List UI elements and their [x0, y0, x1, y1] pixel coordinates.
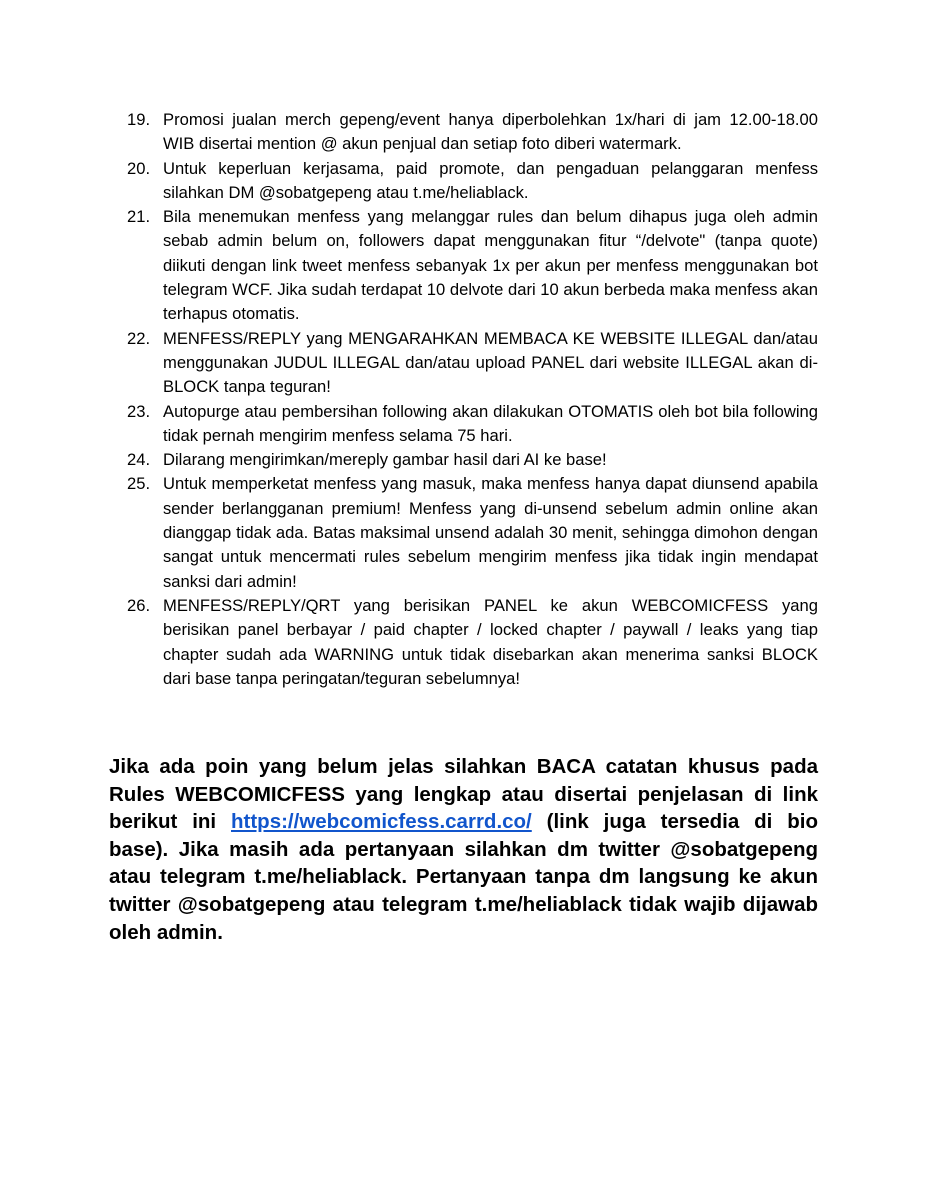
footer-text-after-link: (link juga tersedia di bio base). Jika masih ada pertanyaan silahkan dm twitter @sobatgepeng atau telegram t.me/heliablack. Pertanyaan tanpa dm langsung ke akun twitter @sobatgepeng atau telegram t.me/heliablack tidak wajib dijawab oleh admin. — [109, 810, 818, 944]
rules-list — [127, 108, 818, 691]
rule-item-24 — [127, 448, 818, 472]
rule-text: Promosi jualan merch gepeng/event hanya diperbolehkan 1x/hari di jam 12.00-18.00 WIB disertai mention @ akun penjual dan setiap foto diberi watermark. — [163, 110, 818, 154]
rule-number: 21. — [127, 207, 151, 227]
rule-text: Untuk keperluan kerjasama, paid promote, dan pengaduan pelanggaran menfess silahkan DM @sobatgepeng atau t.me/heliablack. — [163, 158, 818, 202]
rule-item-26 — [127, 594, 818, 691]
rule-item-19 — [127, 108, 818, 157]
rule-number: 24. — [127, 450, 151, 470]
rule-text: MENFESS/REPLY yang MENGARAHKAN MEMBACA KE WEBSITE ILLEGAL dan/atau menggunakan JUDUL ILLEGAL dan/atau upload PANEL dari website ILLEGAL akan di-BLOCK tanpa teguran! — [163, 328, 818, 397]
rule-item-20 — [127, 157, 818, 206]
rule-number: 22. — [127, 328, 151, 348]
rule-number: 26. — [127, 595, 151, 615]
rule-item-22 — [127, 327, 818, 400]
rule-item-23 — [127, 400, 818, 449]
rule-number: 20. — [127, 158, 151, 178]
rule-item-25 — [127, 472, 818, 593]
carrd-link[interactable]: https://webcomicfess.carrd.co/ — [231, 810, 532, 834]
rule-number: 23. — [127, 401, 151, 421]
rule-text: Autopurge atau pembersihan following akan dilakukan OTOMATIS oleh bot bila following tidak pernah mengirim menfess selama 75 hari. — [163, 401, 818, 445]
rule-number: 19. — [127, 110, 151, 129]
rule-text: Bila menemukan menfess yang melanggar rules dan belum dihapus juga oleh admin sebab admin belum on, followers dapat menggunakan fitur “/delvote" (tanpa quote) diikuti dengan link tweet menfess sebanyak 1x per akun per menfess menggunakan bot telegram WCF. Jika sudah terdapat 10 delvote dari 10 akun berbeda maka menfess akan terhapus otomatis. — [163, 207, 818, 324]
rule-text: Dilarang mengirimkan/mereply gambar hasil dari AI ke base! — [163, 450, 607, 470]
footer-note — [109, 753, 818, 946]
footer-text-before-link: Jika ada poin yang belum jelas silahkan BACA catatan khusus pada Rules WEBCOMICFESS yang lengkap atau disertai penjelasan di link berikut ini — [109, 755, 818, 834]
rule-text: Untuk memperketat menfess yang masuk, maka menfess hanya dapat diunsend apabila sender berlangganan premium! Menfess yang di-unsend sebelum admin online akan dianggap tidak ada. Batas maksimal unsend adalah 30 menit, sehingga dimohon dengan sangat untuk mencermati rules sebelum mengirim menfess jika tidak ingin mendapat sanksi dari admin! — [163, 474, 818, 591]
rule-number: 25. — [127, 474, 151, 494]
rule-text: MENFESS/REPLY/QRT yang berisikan PANEL ke akun WEBCOMICFESS yang berisikan panel berbayar / paid chapter / locked chapter / paywall / leaks yang tiap chapter sudah ada WARNING untuk tidak disebarkan akan menerima sanksi BLOCK dari base tanpa peringatan/teguran sebelumnya! — [163, 595, 818, 688]
rule-item-21 — [127, 205, 818, 326]
